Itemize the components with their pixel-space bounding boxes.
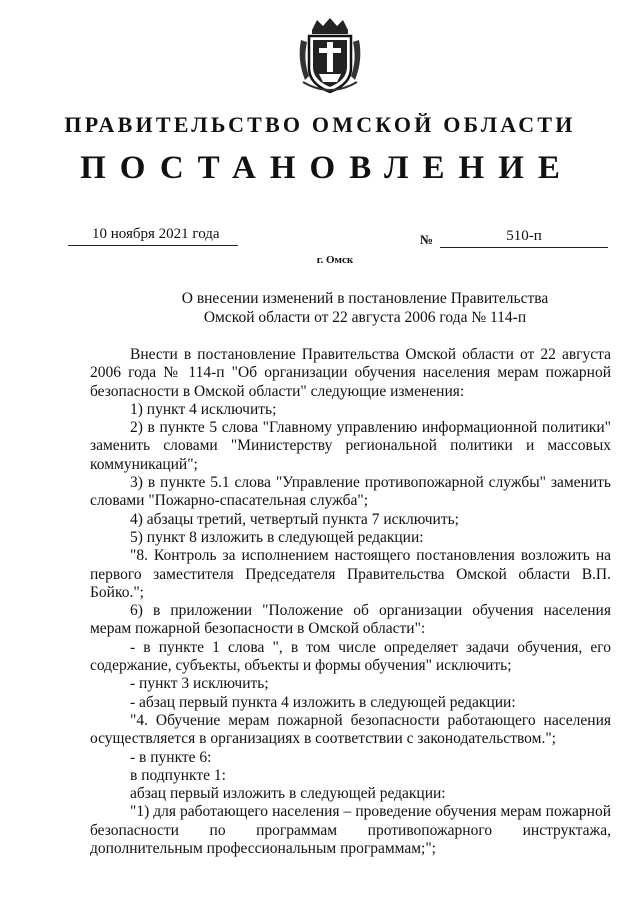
body-paragraph: - абзац первый пункта 4 изложить в следующей редакции: xyxy=(130,693,516,711)
body-paragraph: Внести в постановление Правительства Омской области от 22 августа 2006 года № 114-п "Об организации обучения населения мерам пожарной безопасности в Омской области" следующие изменения: xyxy=(90,346,611,400)
body-paragraph: в подпункте 1: xyxy=(130,766,226,784)
body-paragraph: абзац первый изложить в следующей редакции: xyxy=(130,785,446,803)
document-type-title: ПОСТАНОВЛЕНИЕ xyxy=(80,150,574,186)
body-paragraph: 2) в пункте 5 слова "Главному управлению информационной политики" заменить словами "Министерству региональной политики и массовых коммуникаций"; xyxy=(90,419,611,473)
subject-line: Омской области от 22 августа 2006 года № 114-п xyxy=(203,309,527,326)
body-paragraph: 6) в приложении "Положение об организации обучения населения мерам пожарной безопасности в Омской области": xyxy=(90,602,611,638)
body-paragraph: 5) пункт 8 изложить в следующей редакции: xyxy=(130,528,424,546)
body-paragraph: 4) абзацы третий, четвертый пункта 7 исключить; xyxy=(130,510,459,528)
body-paragraph: "8. Контроль за исполнением настоящего постановления возложить на первого заместителя Председателя Правительства Омской области В.П. Бойко."; xyxy=(90,547,611,601)
body-paragraph: - в пункте 6: xyxy=(130,748,212,766)
government-title: ПРАВИТЕЛЬСТВО ОМСКОЙ ОБЛАСТИ xyxy=(64,112,576,137)
document-number: 510-п xyxy=(440,228,608,248)
document-subject xyxy=(110,289,620,327)
body-paragraph: - в пункте 1 слова ", в том числе определяет задачи обучения, его содержание, субъекты, объекты и формы обучения" исключить; xyxy=(90,638,611,675)
body-paragraph: 1) пункт 4 исключить; xyxy=(130,400,277,418)
document-date: 10 ноября 2021 года xyxy=(68,226,238,246)
omsk-coat-of-arms-icon xyxy=(295,16,365,96)
document-body xyxy=(90,346,611,858)
subject-line: О внесении изменений в постановление Правительства xyxy=(181,290,549,307)
city: г. Омск xyxy=(316,254,354,266)
body-paragraph: - пункт 3 исключить; xyxy=(130,675,269,693)
body-paragraph: "4. Обучение мерам пожарной безопасности работающего населения осуществляется в организациях в соответствии с законодательством."; xyxy=(90,711,611,748)
body-paragraph: "1) для работающего населения – проведение обучения мерам пожарной безопасности по программам противопожарного инструктажа, дополнительным профессиональным программам;"; xyxy=(90,803,611,858)
number-label: № xyxy=(420,232,434,247)
body-paragraph: 3) в пункте 5.1 слова "Управление противопожарной службы" заменить словами "Пожарно-спасательная служба"; xyxy=(90,474,611,510)
